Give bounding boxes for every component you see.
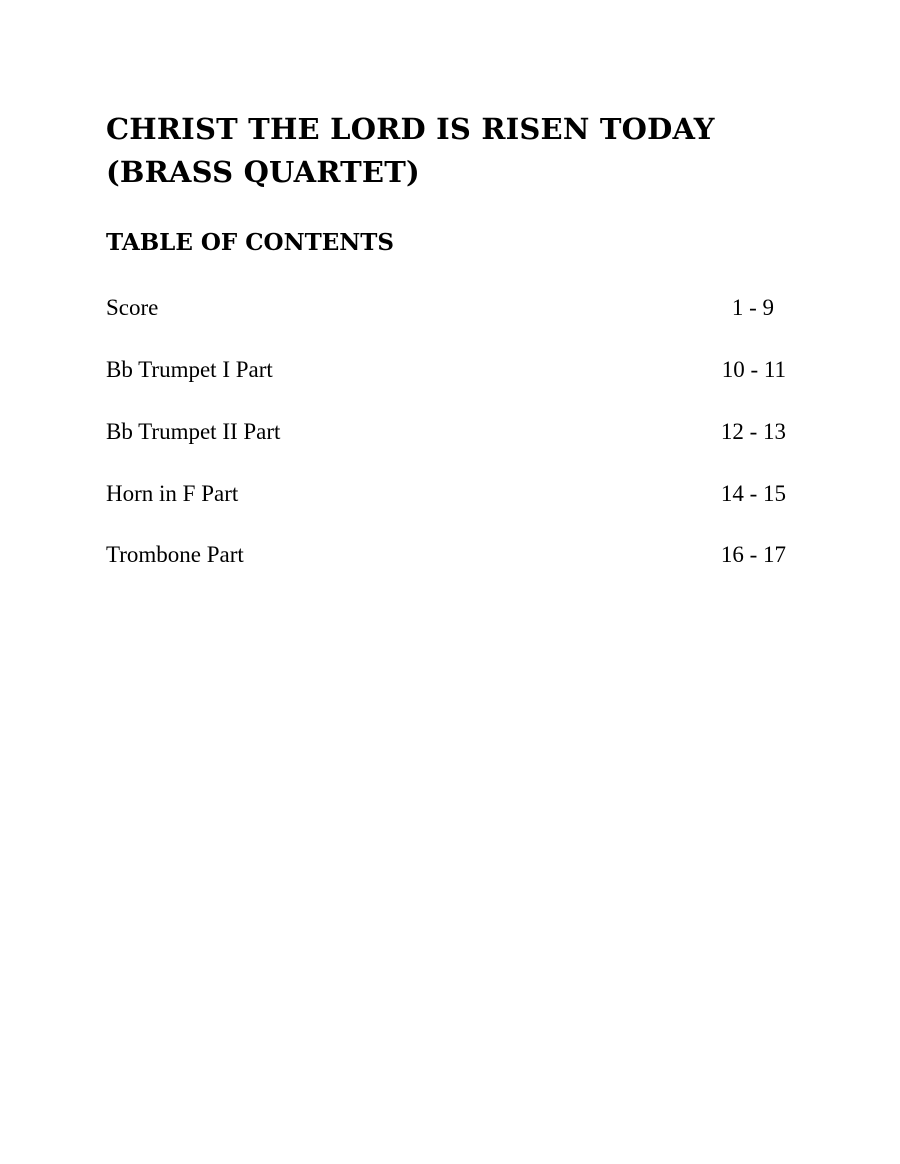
title-line-1: CHRIST THE LORD IS RISEN TODAY	[106, 112, 715, 146]
toc-entry-label: Horn in F Part	[106, 481, 239, 506]
document-title	[106, 108, 715, 194]
toc-entry-label: Bb Trumpet II Part	[106, 419, 281, 444]
toc-heading: TABLE OF CONTENTS	[106, 229, 394, 256]
toc-entry-pages: 16 - 17	[720, 542, 786, 567]
toc-entry-pages: 12 - 13	[720, 419, 786, 444]
toc-entry-pages: 1 - 9	[731, 295, 774, 320]
toc-entry-trumpet-1	[106, 355, 786, 385]
toc-entry-trombone	[106, 540, 786, 570]
toc-entry-horn	[106, 479, 786, 509]
title-line-2: (BRASS QUARTET)	[106, 155, 420, 189]
toc-entry-label: Score	[106, 295, 159, 320]
toc-entry-pages: 14 - 15	[720, 481, 786, 506]
toc-entry-pages: 10 - 11	[721, 357, 786, 382]
toc-entry-label: Trombone Part	[106, 542, 244, 567]
toc-entry-trumpet-2	[106, 417, 786, 447]
toc-entry-score	[106, 293, 786, 323]
toc-entry-label: Bb Trumpet I Part	[106, 357, 273, 382]
